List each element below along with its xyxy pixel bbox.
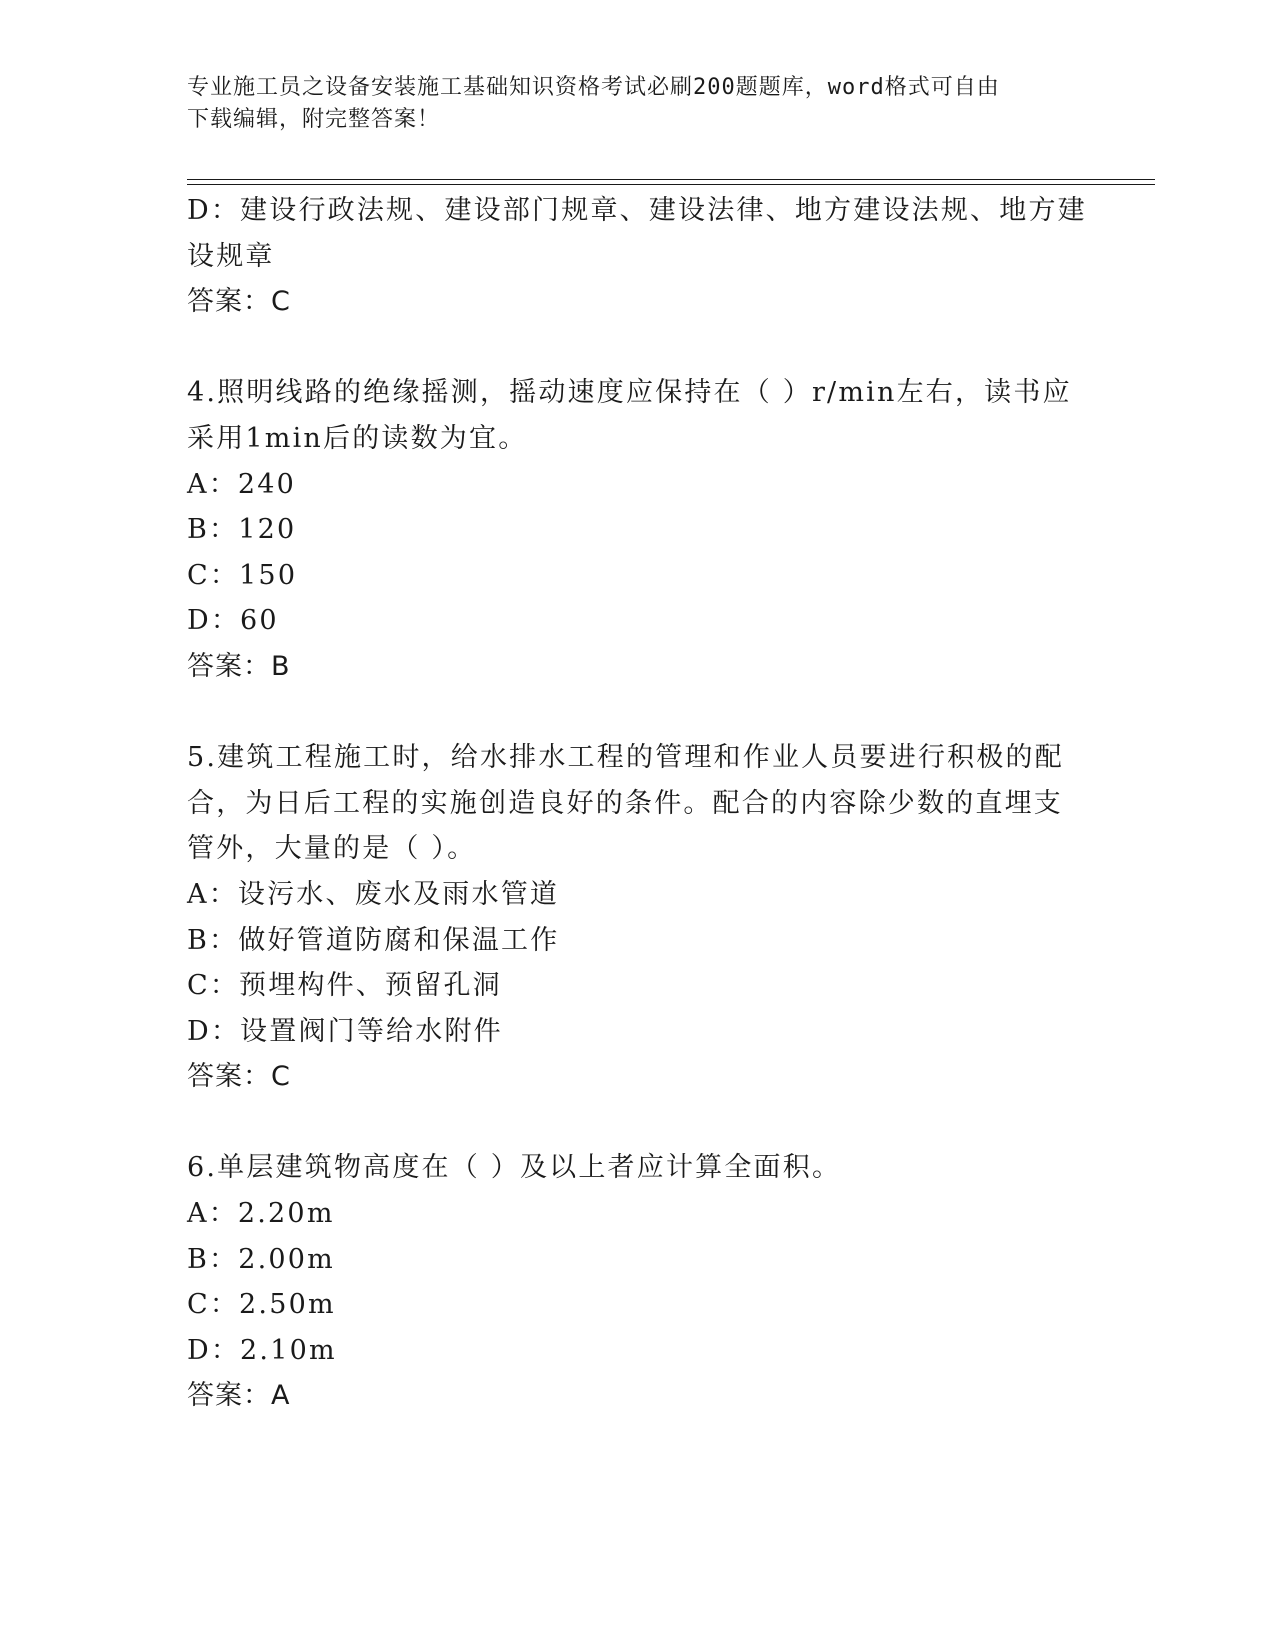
question-stem-line-3: 管外，大量的是（ ）。 <box>187 833 477 865</box>
option-a: A：240 <box>187 468 297 500</box>
spacer <box>187 1100 1087 1146</box>
option-c: C：2.50m <box>187 1289 336 1321</box>
spacer <box>187 690 1087 736</box>
header-line-1: 专业施工员之设备安装施工基础知识资格考试必刷200题题库，word格式可自由 <box>187 75 1000 100</box>
option-d-line-2: 设规章 <box>187 240 275 272</box>
option-a: A：设污水、废水及雨水管道 <box>187 878 560 910</box>
question-3-tail <box>187 188 1087 325</box>
option-a: A：2.20m <box>187 1198 335 1230</box>
question-stem-line-1: 6.单层建筑物高度在（ ）及以上者应计算全面积。 <box>187 1152 842 1184</box>
answer-line: 答案：A <box>187 1380 291 1412</box>
answer-line: 答案：C <box>187 286 291 318</box>
question-stem-line-2: 采用1min后的读数为宜。 <box>187 422 528 454</box>
option-b: B：做好管道防腐和保温工作 <box>187 924 560 956</box>
option-c: C：150 <box>187 559 298 591</box>
header-divider-bottom <box>187 184 1155 185</box>
document-header <box>187 72 1087 136</box>
question-list <box>187 188 1087 1419</box>
question-stem-line-1: 5.建筑工程施工时，给水排水工程的管理和作业人员要进行积极的配 <box>187 742 1064 774</box>
option-c: C：预埋构件、预留孔洞 <box>187 970 502 1002</box>
question-stem-line-2: 合，为日后工程的实施创造良好的条件。配合的内容除少数的直埋支 <box>187 787 1063 819</box>
option-b: B：2.00m <box>187 1243 335 1275</box>
answer-line: 答案：B <box>187 650 291 682</box>
option-b: B：120 <box>187 514 297 546</box>
question-5 <box>187 735 1087 1100</box>
option-d: D：设置阀门等给水附件 <box>187 1015 503 1047</box>
question-6 <box>187 1145 1087 1419</box>
answer-line: 答案：C <box>187 1061 291 1093</box>
option-d-line-1: D：建设行政法规、建设部门规章、建设法律、地方建设法规、地方建 <box>187 195 1087 226</box>
question-stem-line-1: 4.照明线路的绝缘摇测，摇动速度应保持在（ ）r/min左右，读书应 <box>187 377 1072 409</box>
spacer <box>187 325 1087 371</box>
option-d: D：2.10m <box>187 1334 337 1366</box>
question-4 <box>187 370 1087 689</box>
header-line-2: 下载编辑，附完整答案！ <box>187 107 441 132</box>
option-d: D：60 <box>187 605 279 637</box>
header-divider-top <box>187 179 1155 180</box>
